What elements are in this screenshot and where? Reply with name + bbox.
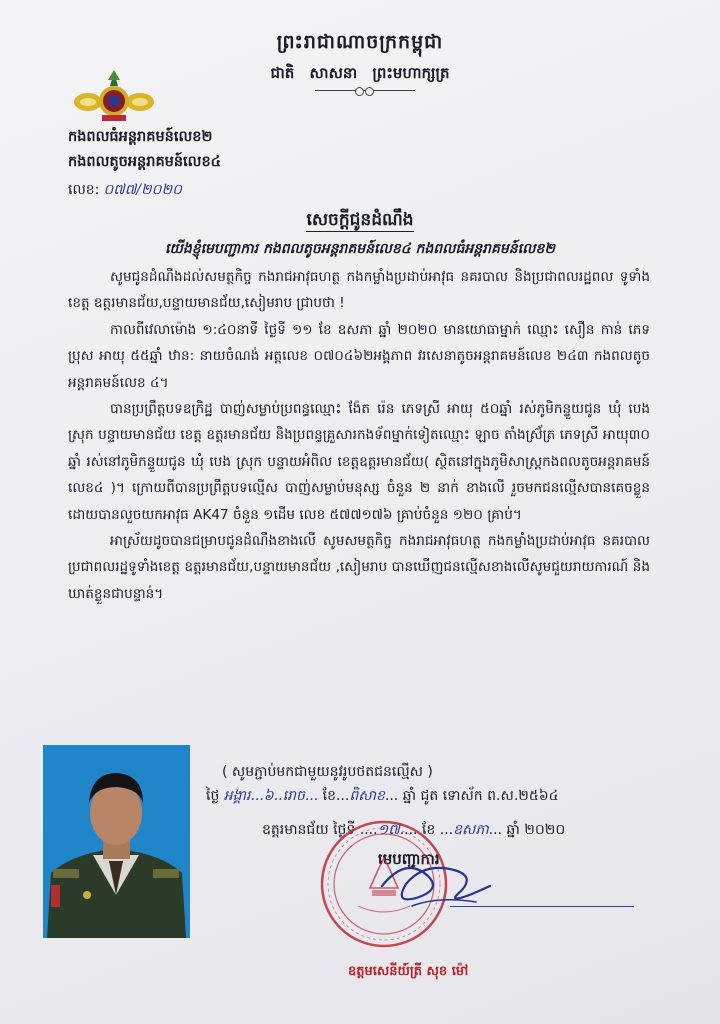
reference-value: ០៧៧/២០២០	[103, 182, 183, 198]
place-date-line: ឧត្តរមានជ័យ ថ្ងៃទី ....១៧.... ខែ ...ឧសភា... ឆ្នាំ ២០២០	[262, 822, 566, 838]
day-handwritten: ១៧	[377, 822, 400, 838]
notice-body	[68, 264, 650, 607]
lunar-date-line: ថ្ងៃ អង្គារ...៦..រោច... ខែ...ពិសាខ... ឆ្នាំ ជូត ទោស័ក ព.ស.២៥៦៤	[206, 788, 559, 804]
month-handwritten: ឧសភា	[453, 822, 489, 838]
division-name: កងពលធំអន្តរាគមន៍លេខ២	[68, 129, 213, 145]
paragraph-crime: បានប្រព្រឹត្តបទឧក្រិដ្ឋ បាញ់សម្លាប់ប្រពន្ធឈ្មោះ ង៉ែត រ៉េន ភេទស្រី អាយុ ៥០ឆ្នាំ រស់ភូមិកន្ទួយជូន ឃុំ បេង ស្រុក បន្ទាយមានជ័យ ខេត្ត ឧត្តរមានជ័យ និងប្រពន្ធគ្រួសារកងទ័ពម្នាក់ទៀតឈ្មោះ ឡាច តាំងស៊្រ័ត្រ ភេទស្រី អាយុ៣០ ឆ្នាំ រស់នៅភូមិកន្ទួយជូន ឃុំ បេង ស្រុក បន្ទាយអំពិល ខេត្តឧត្តរមានជ័យ( ស្ថិតនៅក្នុងភូមិសាស្ត្រកងពលតូចអន្តរាគមន៍លេខ៤ )។ ក្រោយពីបានប្រព្រឹត្តបទល្មើស បាញ់សម្លាប់មនុស្ស ចំនួន ២ នាក់ ខាងលើ រួចមកជនល្មើសបានគេចខ្លួនដោយបានលួចយកអាវុធ AK47 ចំនួន ១ដើម លេខ ៥៧៧១៧៦ គ្រាប់ចំនួន ១២០ គ្រាប់។	[68, 401, 650, 523]
paragraph-request: អាស្រ័យដូចបានជម្រាបជូនដំណឹងខាងលើ សូមសមត្ថកិច្ច កងរាជអាវុធហត្ថ កងកម្លាំងប្រដាប់អាវុធ នគរបាល ប្រជាពលរដ្ឋទូទាំងខេត្ត ឧត្តរមានជ័យ,បន្ទាយមានជ័យ ,សៀមរាប បានឃើញជនល្មើសខាងលើសូមជួយរាយការណ៍ និងឃាត់ខ្លួនជាបន្ទាន់។	[68, 533, 650, 602]
ornamental-divider	[315, 90, 415, 91]
lunar-day-handwritten: អង្គារ...៦..រោច...	[223, 788, 319, 804]
brigade-name: កងពលតូចអន្តរាគមន៍លេខ៤	[68, 154, 221, 170]
reference-label: លេខ:	[68, 182, 100, 198]
document-title: សេចក្តីជូនដំណឹង	[306, 210, 414, 230]
lunar-month-handwritten: ពិសាខ	[349, 788, 385, 804]
paragraph-incident: កាលពីវេលាម៉ោង ១:៤០នាទី ថ្ងៃទី ១១ ខែ ឧសភា ឆ្នាំ ២០២០ មានយោធាម្នាក់ ឈ្មោះ សឿន កាន់ ភេទប្រុស អាយុ ៥៥ឆ្នាំ ឋាន: នាយចំណង់ អត្តលេខ ០៧០៤៦២អង្គភាព វរសេនាតូចអន្តរាគមន៍លេខ ២៤៣ កងពលតូចអន្តរាគមន៍លេខ ៤។	[68, 321, 650, 391]
attachment-note: ( សូមភ្ជាប់មកជាមួយនូវរូបថតជនល្មើស )	[222, 764, 433, 780]
signature-underline	[450, 906, 634, 907]
issuer-statement: យើងខ្ញុំមេបញ្ជាការ កងពលតូចអន្តរាគមន៍លេខ៤ កងពលធំអន្តរាគមន៍លេខ២	[165, 241, 555, 257]
national-motto: ជាតិ សាសនា ព្រះមហាក្សត្រ	[270, 64, 450, 82]
paragraph-intro: សូមជូនដំណឹងដល់សមត្ថកិច្ច កងរាជអាវុធហត្ថ កងកម្លាំងប្រដាប់អាវុធ នគរបាល និងប្រជាពលរដ្ឋពល ទូទាំងខេត្ត ឧត្តរមានជ័យ,បន្ទាយមានជ័យ,សៀមរាប ជ្រាបថា !	[68, 269, 650, 312]
suspect-photo	[43, 745, 190, 938]
signer-name: ឧត្តមសេនីយ៍ត្រី សុខ ម៉ៅ	[348, 964, 469, 979]
kingdom-heading: ព្រះរាជាណាចក្រកម្ពុជា	[276, 31, 444, 53]
military-emblem-icon	[72, 68, 156, 126]
signer-title: មេបញ្ជាការ	[378, 850, 440, 868]
reference-number	[68, 180, 182, 201]
